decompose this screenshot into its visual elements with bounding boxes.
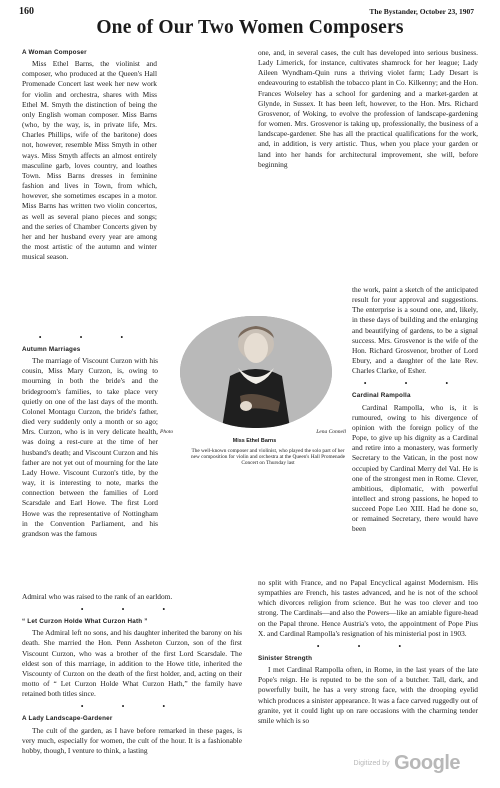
photo-credit-label: Photo (160, 429, 174, 435)
section-heading-let-curzon: “ Let Curzon Holde What Curzon Hath ” (22, 618, 148, 626)
watermark-prefix: Digitized by (353, 760, 390, 767)
paragraph-continued: no split with France, and no Papal Encyclical against Modernism. His sympathies are French, his tastes advanced, and he is not of the school which divorces religion from science. But he was too clever and too strong. The Cardinals—and also the Powers—like an amiable figure-head on the Papal throne. Hence Austria's veto, the appointment of Pope Pius X. and Cardinal Rampolla's resignation of his ministerial post in 1903. (258, 578, 478, 638)
running-header: The Bystander, October 23, 1907 (369, 7, 474, 16)
digitized-watermark (353, 752, 460, 775)
section-heading-sinister-strength: Sinister Strength (258, 654, 313, 662)
caption-name: Miss Ethel Barns (232, 438, 277, 444)
paragraph-continued: Admiral who was raised to the rank of an earldom. (22, 592, 173, 601)
right-column (258, 48, 478, 170)
section-divider: • • • (316, 641, 420, 651)
paragraph: Cardinal Rampolla, who is, it is rumoured, owing to his divergence of opinion with the foreign policy of the Pope, to give up his dignity as a Cardinal and retire into a monastery, was formerly Secretary to the Vatican, in the post now occupied by Cardinal Merry del Val. He is one of the strongest men in Rome. Clever, ambitious, diplomatic, with powerful intellect and strong passions, he hoped to succeed Pope Leo XIII. Had he done so, or remained Secretary, there would have been (352, 402, 478, 534)
section-divider: • • • (363, 379, 467, 389)
section-divider: • • • (38, 333, 142, 342)
article-title: One of Our Two Women Composers (96, 17, 404, 38)
section-divider: • • • (80, 605, 184, 615)
paragraph: Miss Ethel Barns, the violinist and composer, who produced at the Queen's Hall Promenade Concert last week her new work for violin and orchestra, shares with Miss Ethel M. Smyth the distinction of being the only English woman composer. Miss Barns (who, by the way, is, in private life, Mrs. Charles Phillips, wife of the baritone) does not, however, resemble Miss Smyth in other ways. Miss Smyth affects an almost entirely masculine garb, loves country, and loathes Town. Miss Barns dresses in feminine fashion and lives in Town, from which, however, she sometimes escapes in a motor. Miss Barns has written two violin concertos, as well as several piano pieces and songs; and the series of Chamber Concerts given by her and her husband every year are among the most artistic of the autumn and winter musical season. (22, 59, 157, 262)
portrait-photo (180, 316, 332, 428)
page-number: 160 (19, 6, 34, 17)
section-heading-woman-composer: A Woman Composer (22, 49, 87, 56)
photo-credit-name: Lena Connell (316, 429, 346, 435)
photo-caption: The well-known composer and violinist, who played the solo part of her new composition for violin and orchestra at the Queen's Hall Promenade Concert on Thursday last (191, 448, 345, 467)
paragraph: The cult of the garden, as I have before remarked in these pages, is very much, especially for women, the cult of the hour. It is a fashionable hobby, though, I venture to think, a lasting (22, 725, 242, 755)
section-heading-landscape-gardener: A Lady Landscape-Gardener (22, 715, 113, 723)
paragraph: The marriage of Viscount Curzon with his cousin, Miss Mary Curzon, is, owing to mourning in both the bride's and the bridegroom's families, to take place very quietly on one of the last days of the month. Colonel Montagu Curzon, the bride's father, died very suddenly only a month or so ago; Mrs. Curzon, who is in very delicate health, was doing a rest-cure at the time of her husband's death; and Viscount Curzon and his father are not yet out of mourning for the late Lady Howe. Viscount Curzon's title, by the way, it is interesting to note, marks the connection between the families of Lord Scarsdale and Earl Howe. The first Lord Howe was the representative of Nottingham in the Convention Parliament, and his grandson was the famous (22, 356, 158, 538)
paragraph: The Admiral left no sons, and his daughter inherited the barony on his death. She married the Hon. Penn Assheton Curzon, son of the first Viscount Curzon, who was a brother of the first Lord Scarsdale. The eldest son of this marriage, in addition to the Howe title, inherited the Viscounty of Curzon on the death of the first holder, and, acting on their motto of “ Let Curzon Holde What Curzon Hath,” the family have retained both titles since. (22, 628, 242, 699)
section-heading-cardinal-rampolla: Cardinal Rampolla (352, 392, 411, 400)
section-heading-autumn-marriages: Autumn Marriages (22, 346, 81, 353)
paragraph-continued: one, and, in several cases, the cult has developed into serious business. Lady Limerick, for instance, cultivates shamrock for her league; Lady Aileen Wyndham-Quin runs a thriving violet farm; Lady Desart is endeavouring to establish the tobacco plant in Co. Kilkenny; and the Hon. Frances Wolseley has a school for gardening and a market-garden at Glynde, in Sussex. It has been left, however, to the Hon. Mrs. Richard Grosvenor, of Woking, to evolve the profession of landscape-gardening for women. Mrs. Grosvenor is taking up, professionally, the business of a landscape-gardener. She has all the practical qualifications for the work, and, in addition, is very artistic. Thus, when you place your garden or land into her hands for architectural improvement, she will, before beginning (258, 48, 478, 169)
section-divider: • • • (80, 702, 184, 712)
left-column (22, 48, 242, 262)
paragraph: I met Cardinal Rampolla often, in Rome, in the last years of the late Pope's reign. He is reputed to be the son of a butcher. Tall, dark, and powerfully built, he has a very strong face, with the drooping eyelid which produces a sinister appearance. It was a face carved ruggedly out of granite, yet it could light up on rare occasions with the charming tender smile which is so (258, 665, 478, 725)
left-column-bottom (22, 592, 242, 756)
paragraph-continued: the work, paint a sketch of the anticipated result for your approval and suggestions. The enterprise is a sound one, and, likely, in these days of building and the enlarging and beautifying of gardens, to be a signal success. Mrs. Grosvenor is the wife of the Hon. Richard Grosvenor, brother of Lord Ebury, and a daughter of the late Rev. Charles Clarke, of Esher. (352, 285, 478, 376)
right-column-bottom (258, 578, 478, 726)
portrait-figure (160, 316, 352, 449)
right-column-narrow (352, 285, 478, 535)
left-column-narrow (22, 330, 158, 539)
google-logo: Google (394, 752, 460, 774)
